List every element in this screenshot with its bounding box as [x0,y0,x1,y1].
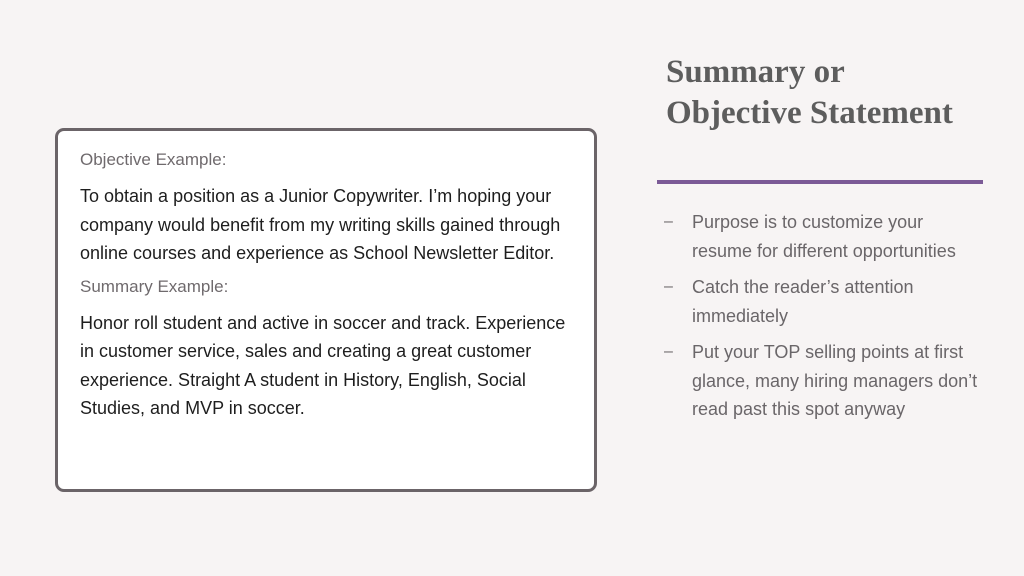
bullet-item [664,273,984,330]
dash-bullet-icon: – [664,343,673,360]
title-underline [657,180,983,184]
bullet-text: Purpose is to customize your resume for different opportunities [692,212,956,261]
objective-example-label: Objective Example: [80,150,227,169]
bullet-text: Catch the reader’s attention immediately [692,277,914,326]
bullet-list [664,208,984,432]
dash-bullet-icon: – [664,278,673,295]
bullet-item [664,338,984,424]
examples-box [55,128,597,492]
summary-example-text: Honor roll student and active in soccer and track. Experience in customer service, sales and creating a great customer experience. Straight A student in History, English, Social Studies, and MVP in soccer. [80,312,566,418]
summary-example-label: Summary Example: [80,276,229,296]
objective-example-text: To obtain a position as a Junior Copywriter. I’m hoping your company would benefit from my writing skills gained through online courses and experience as School Newsletter Editor. [80,186,561,263]
bullet-text: Put your TOP selling points at first glance, many hiring managers don’t read past this spot anyway [692,342,978,419]
slide-title: Summary or Objective Statement [666,54,953,131]
dash-bullet-icon: – [664,213,673,230]
bullet-item [664,208,984,265]
